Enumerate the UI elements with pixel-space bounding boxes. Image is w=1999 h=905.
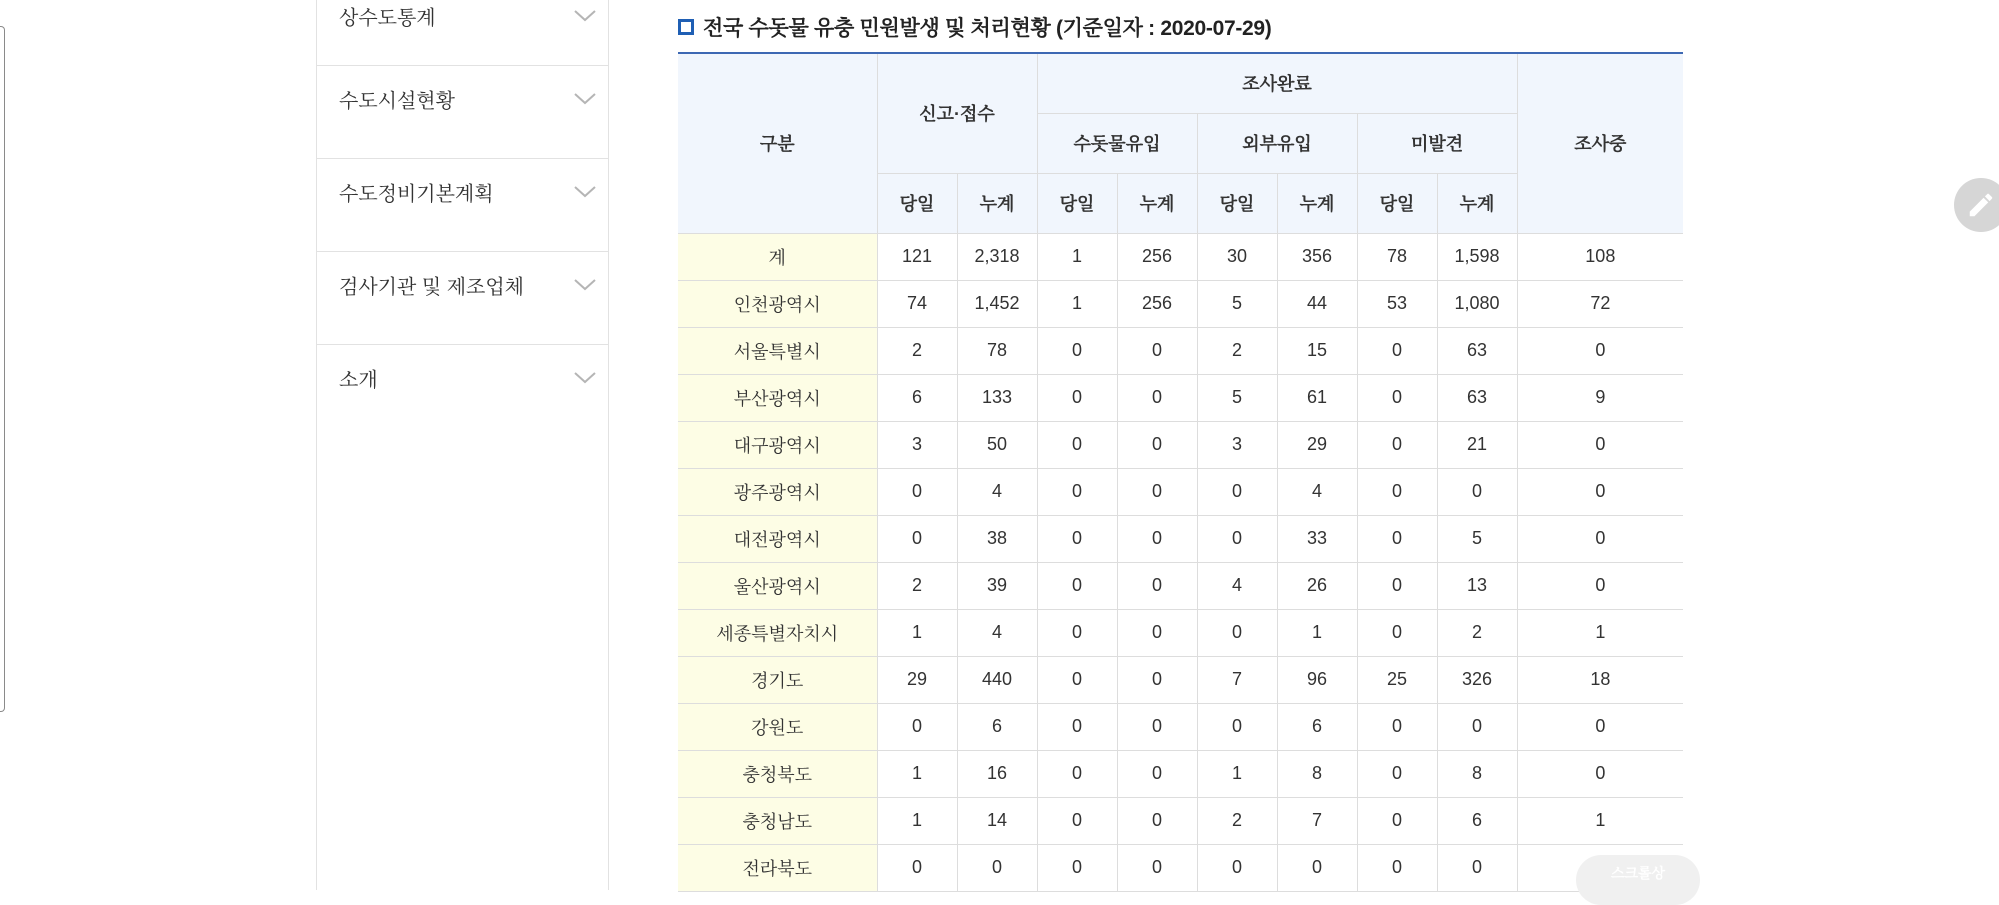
- value-cell: 0: [1037, 656, 1117, 703]
- value-cell: 2: [877, 327, 957, 374]
- left-panel-edge: [0, 26, 5, 712]
- value-cell: 1,598: [1437, 233, 1517, 280]
- table-row: [678, 656, 1683, 703]
- value-cell: 29: [1277, 421, 1357, 468]
- value-cell: 7: [1277, 797, 1357, 844]
- value-cell: 38: [957, 515, 1037, 562]
- value-cell: 0: [1517, 468, 1683, 515]
- value-cell: 108: [1517, 233, 1683, 280]
- value-cell: 0: [877, 468, 957, 515]
- value-cell: 21: [1437, 421, 1517, 468]
- value-cell: 1: [1277, 609, 1357, 656]
- value-cell: 4: [1197, 562, 1277, 609]
- header-investigation-complete: 조사완료: [1037, 53, 1517, 113]
- value-cell: 0: [1117, 844, 1197, 891]
- value-cell: 61: [1277, 374, 1357, 421]
- value-cell: 0: [1277, 844, 1357, 891]
- value-cell: 2: [877, 562, 957, 609]
- scroll-to-top-label: 스크롤상: [1610, 865, 1666, 881]
- value-cell: 0: [1037, 421, 1117, 468]
- sidebar-item-label: 검사기관 및 제조업체: [339, 276, 524, 299]
- value-cell: 0: [1197, 468, 1277, 515]
- value-cell: 78: [957, 327, 1037, 374]
- value-cell: 256: [1117, 280, 1197, 327]
- value-cell: 0: [1037, 562, 1117, 609]
- value-cell: 0: [1357, 468, 1437, 515]
- value-cell: 63: [1437, 374, 1517, 421]
- value-cell: 0: [1117, 374, 1197, 421]
- value-cell: 0: [1517, 515, 1683, 562]
- region-cell: 대구광역시: [678, 421, 877, 468]
- value-cell: 6: [877, 374, 957, 421]
- region-cell: 전라북도: [678, 844, 877, 891]
- value-cell: 1,080: [1437, 280, 1517, 327]
- value-cell: 5: [1197, 374, 1277, 421]
- value-cell: 0: [1357, 609, 1437, 656]
- value-cell: 2: [1437, 609, 1517, 656]
- value-cell: 1: [1197, 750, 1277, 797]
- value-cell: 96: [1277, 656, 1357, 703]
- value-cell: 0: [877, 703, 957, 750]
- value-cell: 2: [1197, 797, 1277, 844]
- value-cell: 1: [877, 797, 957, 844]
- region-cell: 부산광역시: [678, 374, 877, 421]
- value-cell: 0: [1117, 515, 1197, 562]
- value-cell: 50: [957, 421, 1037, 468]
- section-title: [678, 12, 1272, 42]
- value-cell: 1: [877, 609, 957, 656]
- value-cell: 78: [1357, 233, 1437, 280]
- value-cell: 0: [1437, 703, 1517, 750]
- value-cell: 0: [1197, 703, 1277, 750]
- value-cell: 5: [1437, 515, 1517, 562]
- value-cell: 74: [877, 280, 957, 327]
- value-cell: 0: [1037, 374, 1117, 421]
- value-cell: 1,452: [957, 280, 1037, 327]
- value-cell: 256: [1117, 233, 1197, 280]
- value-cell: 0: [1437, 468, 1517, 515]
- value-cell: 3: [1197, 421, 1277, 468]
- value-cell: 9: [1517, 374, 1683, 421]
- value-cell: 1: [1037, 280, 1117, 327]
- region-cell: 울산광역시: [678, 562, 877, 609]
- value-cell: 63: [1437, 327, 1517, 374]
- region-cell: 대전광역시: [678, 515, 877, 562]
- value-cell: 6: [957, 703, 1037, 750]
- value-cell: 0: [1037, 750, 1117, 797]
- value-cell: 0: [1357, 374, 1437, 421]
- region-cell: 강원도: [678, 703, 877, 750]
- value-cell: 326: [1437, 656, 1517, 703]
- value-cell: 15: [1277, 327, 1357, 374]
- value-cell: 0: [1037, 609, 1117, 656]
- value-cell: 0: [877, 515, 957, 562]
- value-cell: 13: [1437, 562, 1517, 609]
- scroll-to-top-button[interactable]: [1576, 855, 1700, 905]
- value-cell: 4: [957, 468, 1037, 515]
- value-cell: 6: [1437, 797, 1517, 844]
- value-cell: 356: [1277, 233, 1357, 280]
- header-cumulative: 누계: [1117, 173, 1197, 233]
- table-row: [678, 515, 1683, 562]
- region-cell: 광주광역시: [678, 468, 877, 515]
- value-cell: 0: [1117, 703, 1197, 750]
- value-cell: 29: [877, 656, 957, 703]
- value-cell: 6: [1277, 703, 1357, 750]
- value-cell: 133: [957, 374, 1037, 421]
- value-cell: 0: [1037, 703, 1117, 750]
- value-cell: 440: [957, 656, 1037, 703]
- region-cell: 세종특별자치시: [678, 609, 877, 656]
- value-cell: 0: [1517, 750, 1683, 797]
- value-cell: 0: [1357, 844, 1437, 891]
- chevron-down-icon: [572, 185, 598, 199]
- table-body: [678, 233, 1683, 891]
- header-tap-water-inflow: 수돗물유입: [1037, 113, 1197, 173]
- value-cell: 0: [1357, 327, 1437, 374]
- value-cell: 44: [1277, 280, 1357, 327]
- value-cell: 1: [1517, 609, 1683, 656]
- sidebar-item-water-master-plan[interactable]: [317, 159, 608, 252]
- table-row: [678, 750, 1683, 797]
- value-cell: 1: [1037, 233, 1117, 280]
- header-category: 구분: [678, 53, 877, 233]
- value-cell: 0: [1517, 327, 1683, 374]
- value-cell: 0: [1357, 797, 1437, 844]
- value-cell: 0: [1357, 562, 1437, 609]
- table-row: [678, 844, 1683, 891]
- value-cell: 1: [877, 750, 957, 797]
- value-cell: 0: [1517, 703, 1683, 750]
- value-cell: 0: [1197, 844, 1277, 891]
- table-row: [678, 233, 1683, 280]
- region-cell: 충청남도: [678, 797, 877, 844]
- value-cell: 0: [1437, 844, 1517, 891]
- value-cell: 0: [1117, 327, 1197, 374]
- sidebar-item-inspection-agencies[interactable]: [317, 252, 608, 345]
- header-report: 신고·접수: [877, 53, 1037, 173]
- value-cell: 0: [1357, 421, 1437, 468]
- header-external-inflow: 외부유입: [1197, 113, 1357, 173]
- table-row: [678, 703, 1683, 750]
- value-cell: 25: [1357, 656, 1437, 703]
- table-row: [678, 468, 1683, 515]
- table-row: [678, 421, 1683, 468]
- value-cell: 18: [1517, 656, 1683, 703]
- value-cell: 53: [1357, 280, 1437, 327]
- header-cumulative: 누계: [1277, 173, 1357, 233]
- section-title-text: 전국 수돗물 유충 민원발생 및 처리현황 (기준일자 : 2020-07-29): [703, 17, 1272, 40]
- value-cell: 72: [1517, 280, 1683, 327]
- value-cell: 0: [1517, 562, 1683, 609]
- value-cell: 30: [1197, 233, 1277, 280]
- value-cell: 7: [1197, 656, 1277, 703]
- edit-button[interactable]: [1954, 178, 1999, 232]
- value-cell: 0: [1197, 515, 1277, 562]
- value-cell: 4: [957, 609, 1037, 656]
- sidebar-item-label: 수도시설현황: [339, 90, 455, 113]
- value-cell: 0: [1357, 515, 1437, 562]
- sidebar-item-label: 수도정비기본계획: [339, 183, 494, 206]
- header-cumulative: 누계: [957, 173, 1037, 233]
- value-cell: 1: [1517, 797, 1683, 844]
- value-cell: 8: [1277, 750, 1357, 797]
- value-cell: 0: [1357, 703, 1437, 750]
- header-day: 당일: [877, 173, 957, 233]
- value-cell: 0: [1117, 656, 1197, 703]
- square-bullet-icon: [678, 19, 694, 35]
- value-cell: 0: [1117, 797, 1197, 844]
- value-cell: 0: [877, 844, 957, 891]
- chevron-down-icon: [572, 92, 598, 106]
- pencil-icon: [1966, 190, 1996, 220]
- header-day: 당일: [1357, 173, 1437, 233]
- value-cell: 0: [1117, 562, 1197, 609]
- region-cell: 계: [678, 233, 877, 280]
- sidebar-item-label: 소개: [339, 369, 378, 392]
- value-cell: 0: [1037, 797, 1117, 844]
- table-row: [678, 327, 1683, 374]
- header-cumulative: 누계: [1437, 173, 1517, 233]
- region-cell: 서울특별시: [678, 327, 877, 374]
- value-cell: 0: [1117, 421, 1197, 468]
- value-cell: 121: [877, 233, 957, 280]
- larva-complaint-table: [678, 52, 1683, 892]
- value-cell: 0: [1197, 609, 1277, 656]
- sidebar-item-introduction[interactable]: [317, 345, 608, 438]
- sidebar-item-label: 상수도통계: [339, 7, 436, 30]
- value-cell: 2,318: [957, 233, 1037, 280]
- region-cell: 경기도: [678, 656, 877, 703]
- value-cell: 3: [877, 421, 957, 468]
- header-day: 당일: [1037, 173, 1117, 233]
- value-cell: 39: [957, 562, 1037, 609]
- value-cell: 4: [1277, 468, 1357, 515]
- value-cell: 5: [1197, 280, 1277, 327]
- value-cell: 0: [1117, 609, 1197, 656]
- value-cell: 8: [1437, 750, 1517, 797]
- table-row: [678, 609, 1683, 656]
- region-cell: 충청북도: [678, 750, 877, 797]
- value-cell: 14: [957, 797, 1037, 844]
- value-cell: 33: [1277, 515, 1357, 562]
- region-cell: 인천광역시: [678, 280, 877, 327]
- value-cell: 26: [1277, 562, 1357, 609]
- value-cell: 0: [1037, 468, 1117, 515]
- value-cell: 0: [1117, 468, 1197, 515]
- chevron-down-icon: [572, 9, 598, 23]
- value-cell: 0: [1037, 327, 1117, 374]
- table-row: [678, 562, 1683, 609]
- sidebar-item-water-facilities[interactable]: [317, 66, 608, 159]
- value-cell: 0: [1117, 750, 1197, 797]
- sidebar-menu: [316, 0, 609, 890]
- sidebar-item-water-statistics[interactable]: [317, 0, 608, 66]
- header-day: 당일: [1197, 173, 1277, 233]
- header-not-found: 미발견: [1357, 113, 1517, 173]
- value-cell: 0: [1037, 515, 1117, 562]
- table-row: [678, 374, 1683, 421]
- value-cell: 2: [1197, 327, 1277, 374]
- value-cell: 0: [1037, 844, 1117, 891]
- value-cell: 16: [957, 750, 1037, 797]
- value-cell: 0: [1517, 421, 1683, 468]
- value-cell: 0: [1357, 750, 1437, 797]
- value-cell: 0: [957, 844, 1037, 891]
- header-investigating: 조사중: [1517, 53, 1683, 233]
- table-row: [678, 797, 1683, 844]
- chevron-down-icon: [572, 371, 598, 385]
- chevron-down-icon: [572, 278, 598, 292]
- table-row: [678, 280, 1683, 327]
